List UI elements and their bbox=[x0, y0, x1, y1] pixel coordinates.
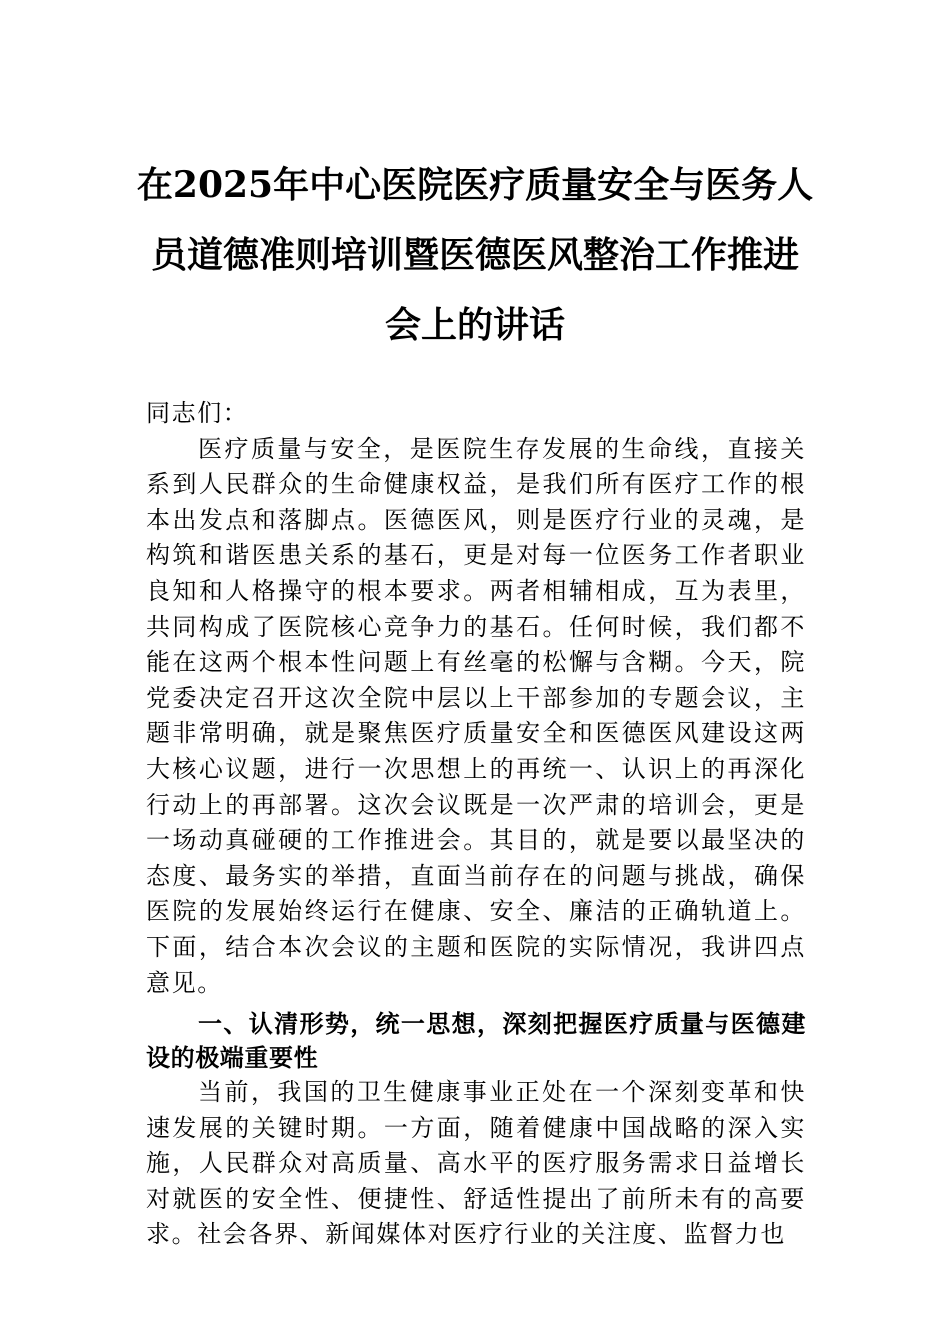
document-body bbox=[146, 396, 806, 1253]
title-line-3: 会上的讲话 bbox=[384, 304, 565, 346]
section-heading: 一、认清形势，统一思想，深刻把握医疗质量与医德建设的极端重要性 bbox=[146, 1010, 806, 1073]
salutation: 同志们： bbox=[146, 399, 249, 427]
intro-paragraph: 医疗质量与安全，是医院生存发展的生命线，直接关系到人民群众的生命健康权益，是我们所有医疗工作的根本出发点和落脚点。医德医风，则是医疗行业的灵魂，是构筑和谐医患关系的基石，更是对每一位医务工作者职业良知和人格操守的根本要求。两者相辅相成，互为表里，共同构成了医院核心竞争力的基石。任何时候，我们都不能在这两个根本性问题上有丝毫的松懈与含糊。今天，院党委决定召开这次全院中层以上干部参加的专题会议，主题非常明确，就是聚焦医疗质量安全和医德医风建设这两大核心议题，进行一次思想上的再统一、认识上的再深化行动上的再部署。这次会议既是一次严肃的培训会，更是一场动真碰硬的工作推进会。其目的，就是要以最坚决的态度、最务实的举措，直面当前存在的问题与挑战，确保医院的发展始终运行在健康、安全、廉洁的正确轨道上。下面，结合本次会议的主题和医院的实际情况，我讲四点意见。 bbox=[146, 434, 806, 997]
title-line-1: 在2025年中心医院医疗质量安全与医务人 bbox=[136, 164, 814, 206]
section-paragraph: 当前，我国的卫生健康事业正处在一个深刻变革和快速发展的关键时期。一方面，随着健康中国战略的深入实施，人民群众对高质量、高水平的医疗服务需求日益增长对就医的安全性、便捷性、舒适性提出了前所未有的高要求。社会各界、新闻媒体对医疗行业的关注度、监督力也 bbox=[146, 1078, 806, 1249]
title-line-2: 员道德准则培训暨医德医风整治工作推进 bbox=[150, 234, 799, 276]
document-title bbox=[120, 150, 830, 360]
